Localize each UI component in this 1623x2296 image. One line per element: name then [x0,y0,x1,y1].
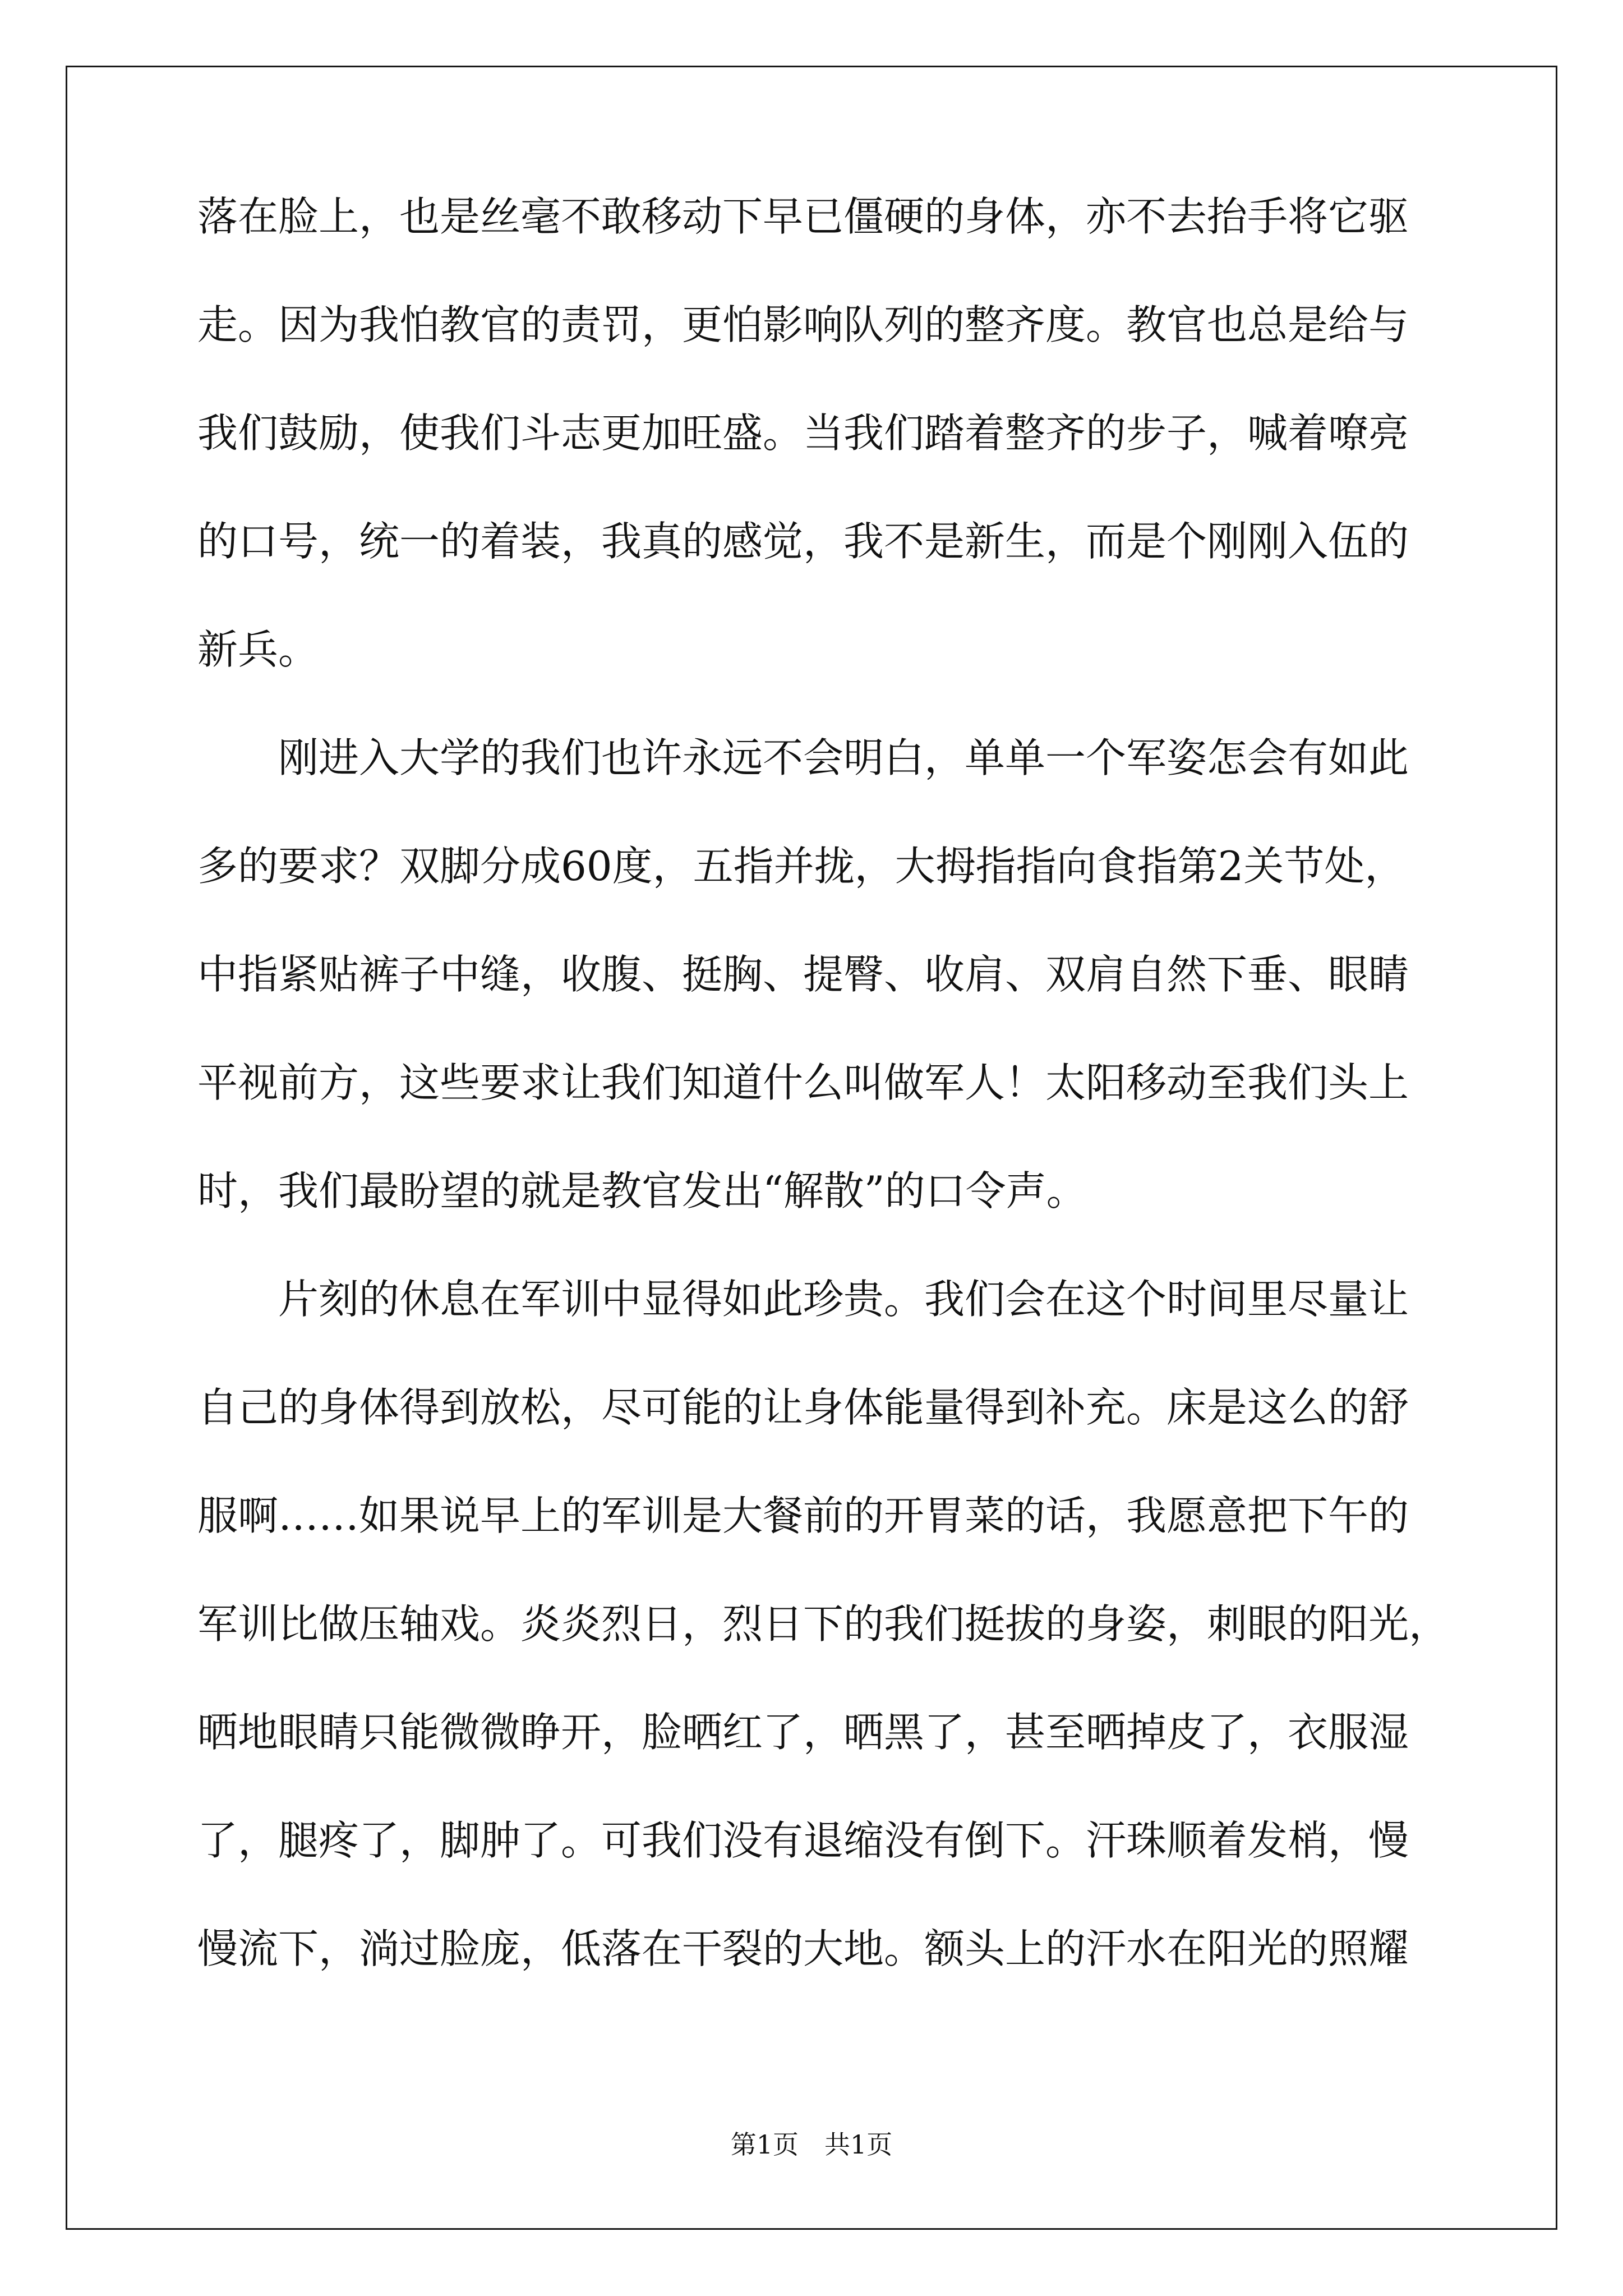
text-line: 中指紧贴裤子中缝，收腹、挺胸、提臀、收肩、双肩自然下垂、眼睛 [197,951,1409,998]
paragraph-first-line: 刚进入大学的我们也许永远不会明白，单单一个军姿怎会有如此 [278,734,1409,781]
text-line: 晒地眼睛只能微微睁开，脸晒红了，晒黑了，甚至晒掉皮了，衣服湿 [197,1709,1409,1756]
text-line: 军训比做压轴戏。炎炎烈日，烈日下的我们挺拔的身姿，刺眼的阳光， [197,1600,1450,1648]
text-line: 新兵。 [197,626,319,673]
text-line: 自己的身体得到放松，尽可能的让身体能量得到补充。床是这么的舒 [197,1384,1409,1431]
text-line: 的口号，统一的着装，我真的感觉，我不是新生，而是个刚刚入伍的 [197,518,1409,565]
document-body [197,190,1476,2030]
page-number-footer: 第1页 共1页 [730,2129,893,2160]
paragraph-first-line: 片刻的休息在军训中显得如此珍贵。我们会在这个时间里尽量让 [278,1276,1409,1323]
text-line: 时，我们最盼望的就是教官发出“解散”的口令声。 [197,1167,1087,1214]
text-line: 走。因为我怕教官的责罚，更怕影响队列的整齐度。教官也总是给与 [197,301,1409,348]
text-line: 慢流下，淌过脸庞，低落在干裂的大地。额头上的汗水在阳光的照耀 [197,1925,1409,1972]
text-line: 落在脸上，也是丝毫不敢移动下早已僵硬的身体，亦不去抬手将它驱 [197,193,1409,240]
text-line: 多的要求？双脚分成60度，五指并拢，大拇指指向食指第2关节处， [197,843,1405,890]
text-line: 了，腿疼了，脚肿了。可我们没有退缩没有倒下。汗珠顺着发梢，慢 [197,1817,1409,1864]
text-line: 服啊……如果说早上的军训是大餐前的开胃菜的话，我愿意把下午的 [197,1492,1409,1539]
text-line: 平视前方，这些要求让我们知道什么叫做军人！太阳移动至我们头上 [197,1059,1409,1106]
text-line: 我们鼓励，使我们斗志更加旺盛。当我们踏着整齐的步子，喊着嘹亮 [197,409,1409,457]
